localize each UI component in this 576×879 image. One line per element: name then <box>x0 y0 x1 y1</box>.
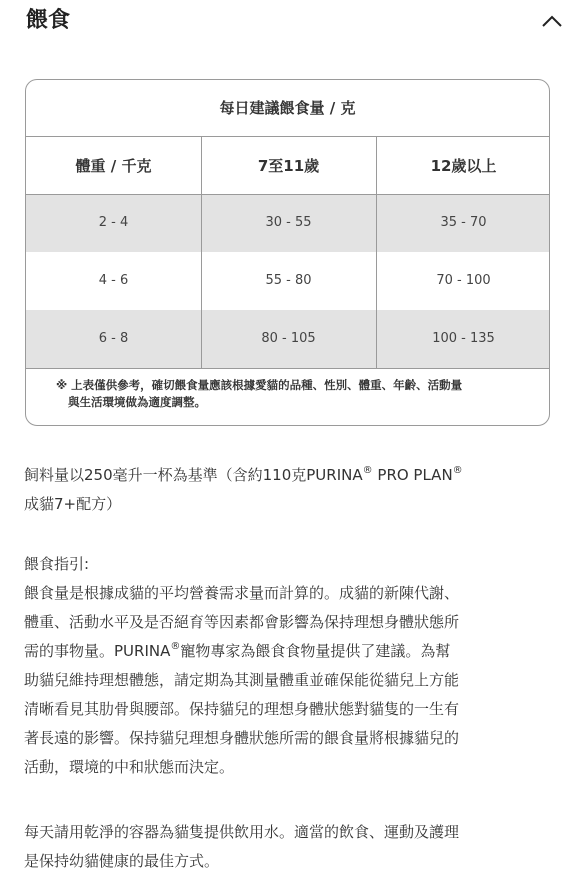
weight-cell: 4 - 6 <box>98 273 129 288</box>
guide-line: 著長遠的影響。保持貓兒理想身體狀態所需的餵食量將根據貓兒的 <box>24 729 460 747</box>
amount-cell-12-plus: 70 - 100 <box>436 273 491 288</box>
measure-paragraph <box>24 461 554 519</box>
amount-cell-12-plus: 35 - 70 <box>440 215 487 230</box>
table-note <box>56 377 536 411</box>
table-row <box>26 310 549 368</box>
feeding-table <box>25 79 550 426</box>
column-header-weight: 體重 / 千克 <box>75 157 152 175</box>
measure-line: 成貓7+配方） <box>24 495 122 513</box>
registered-mark: ® <box>362 465 373 476</box>
table-note-line: 與生活環境做為適度調整。 <box>68 395 206 409</box>
guide-line: 體重、活動水平及是否絕育等因素都會影響為保持理想身體狀態所 <box>24 613 460 631</box>
weight-cell: 2 - 4 <box>98 215 129 230</box>
row-divider <box>26 194 549 195</box>
guide-line: 活動，環境的中和狀態而決定。 <box>24 758 235 776</box>
measure-line <box>24 461 554 490</box>
column-divider <box>376 136 377 369</box>
guide-heading: 餵食指引: <box>24 555 90 573</box>
measure-text: 飼料量以250毫升一杯為基準（含約110克PURINA <box>24 466 363 484</box>
water-paragraph <box>24 818 554 876</box>
column-header-age-7-11: 7至11歲 <box>257 157 320 175</box>
guide-line: 餵食量是根據成貓的平均營養需求量而計算的。成貓的新陳代謝、 <box>24 584 460 602</box>
water-line: 是保持幼貓健康的最佳方式。 <box>24 852 220 870</box>
amount-cell-7-11: 80 - 105 <box>261 331 316 346</box>
water-line: 每天請用乾淨的容器為貓隻提供飲用水。適當的飲食、運動及護理 <box>24 823 460 841</box>
guide-line: 清晰看見其肋骨與腰部。保持貓兒的理想身體狀態對貓隻的一生有 <box>24 700 460 718</box>
table-title: 每日建議餵食量 / 克 <box>219 99 356 117</box>
table-row <box>26 252 549 310</box>
guide-text: 需的事物量。PURINA <box>24 642 171 660</box>
registered-mark: ® <box>452 465 463 476</box>
guide-text: 寵物專家為餵食食物量提供了建議。為幫 <box>180 642 451 660</box>
section-title: 餵食 <box>26 8 71 33</box>
table-header-row <box>26 136 549 194</box>
guide-line: 助貓兒維持理想體態，請定期為其測量體重並確保能從貓兒上方能 <box>24 671 460 689</box>
amount-cell-7-11: 30 - 55 <box>265 215 312 230</box>
column-divider <box>201 136 202 369</box>
amount-cell-7-11: 55 - 80 <box>265 273 312 288</box>
chevron-up-icon[interactable] <box>540 12 564 30</box>
guide-paragraph <box>24 550 554 782</box>
weight-cell: 6 - 8 <box>98 331 129 346</box>
guide-line <box>24 637 554 666</box>
row-divider <box>26 368 549 369</box>
measure-text: PRO PLAN <box>372 466 453 484</box>
registered-mark: ® <box>170 641 181 652</box>
amount-cell-12-plus: 100 - 135 <box>432 331 495 346</box>
section-header[interactable] <box>0 0 576 44</box>
table-note-line: ※ 上表僅供參考，確切餵食量應該根據愛貓的品種、性別、體重、年齡、活動量 <box>56 378 463 392</box>
table-row <box>26 194 549 252</box>
column-header-age-12-plus: 12歲以上 <box>430 157 497 175</box>
